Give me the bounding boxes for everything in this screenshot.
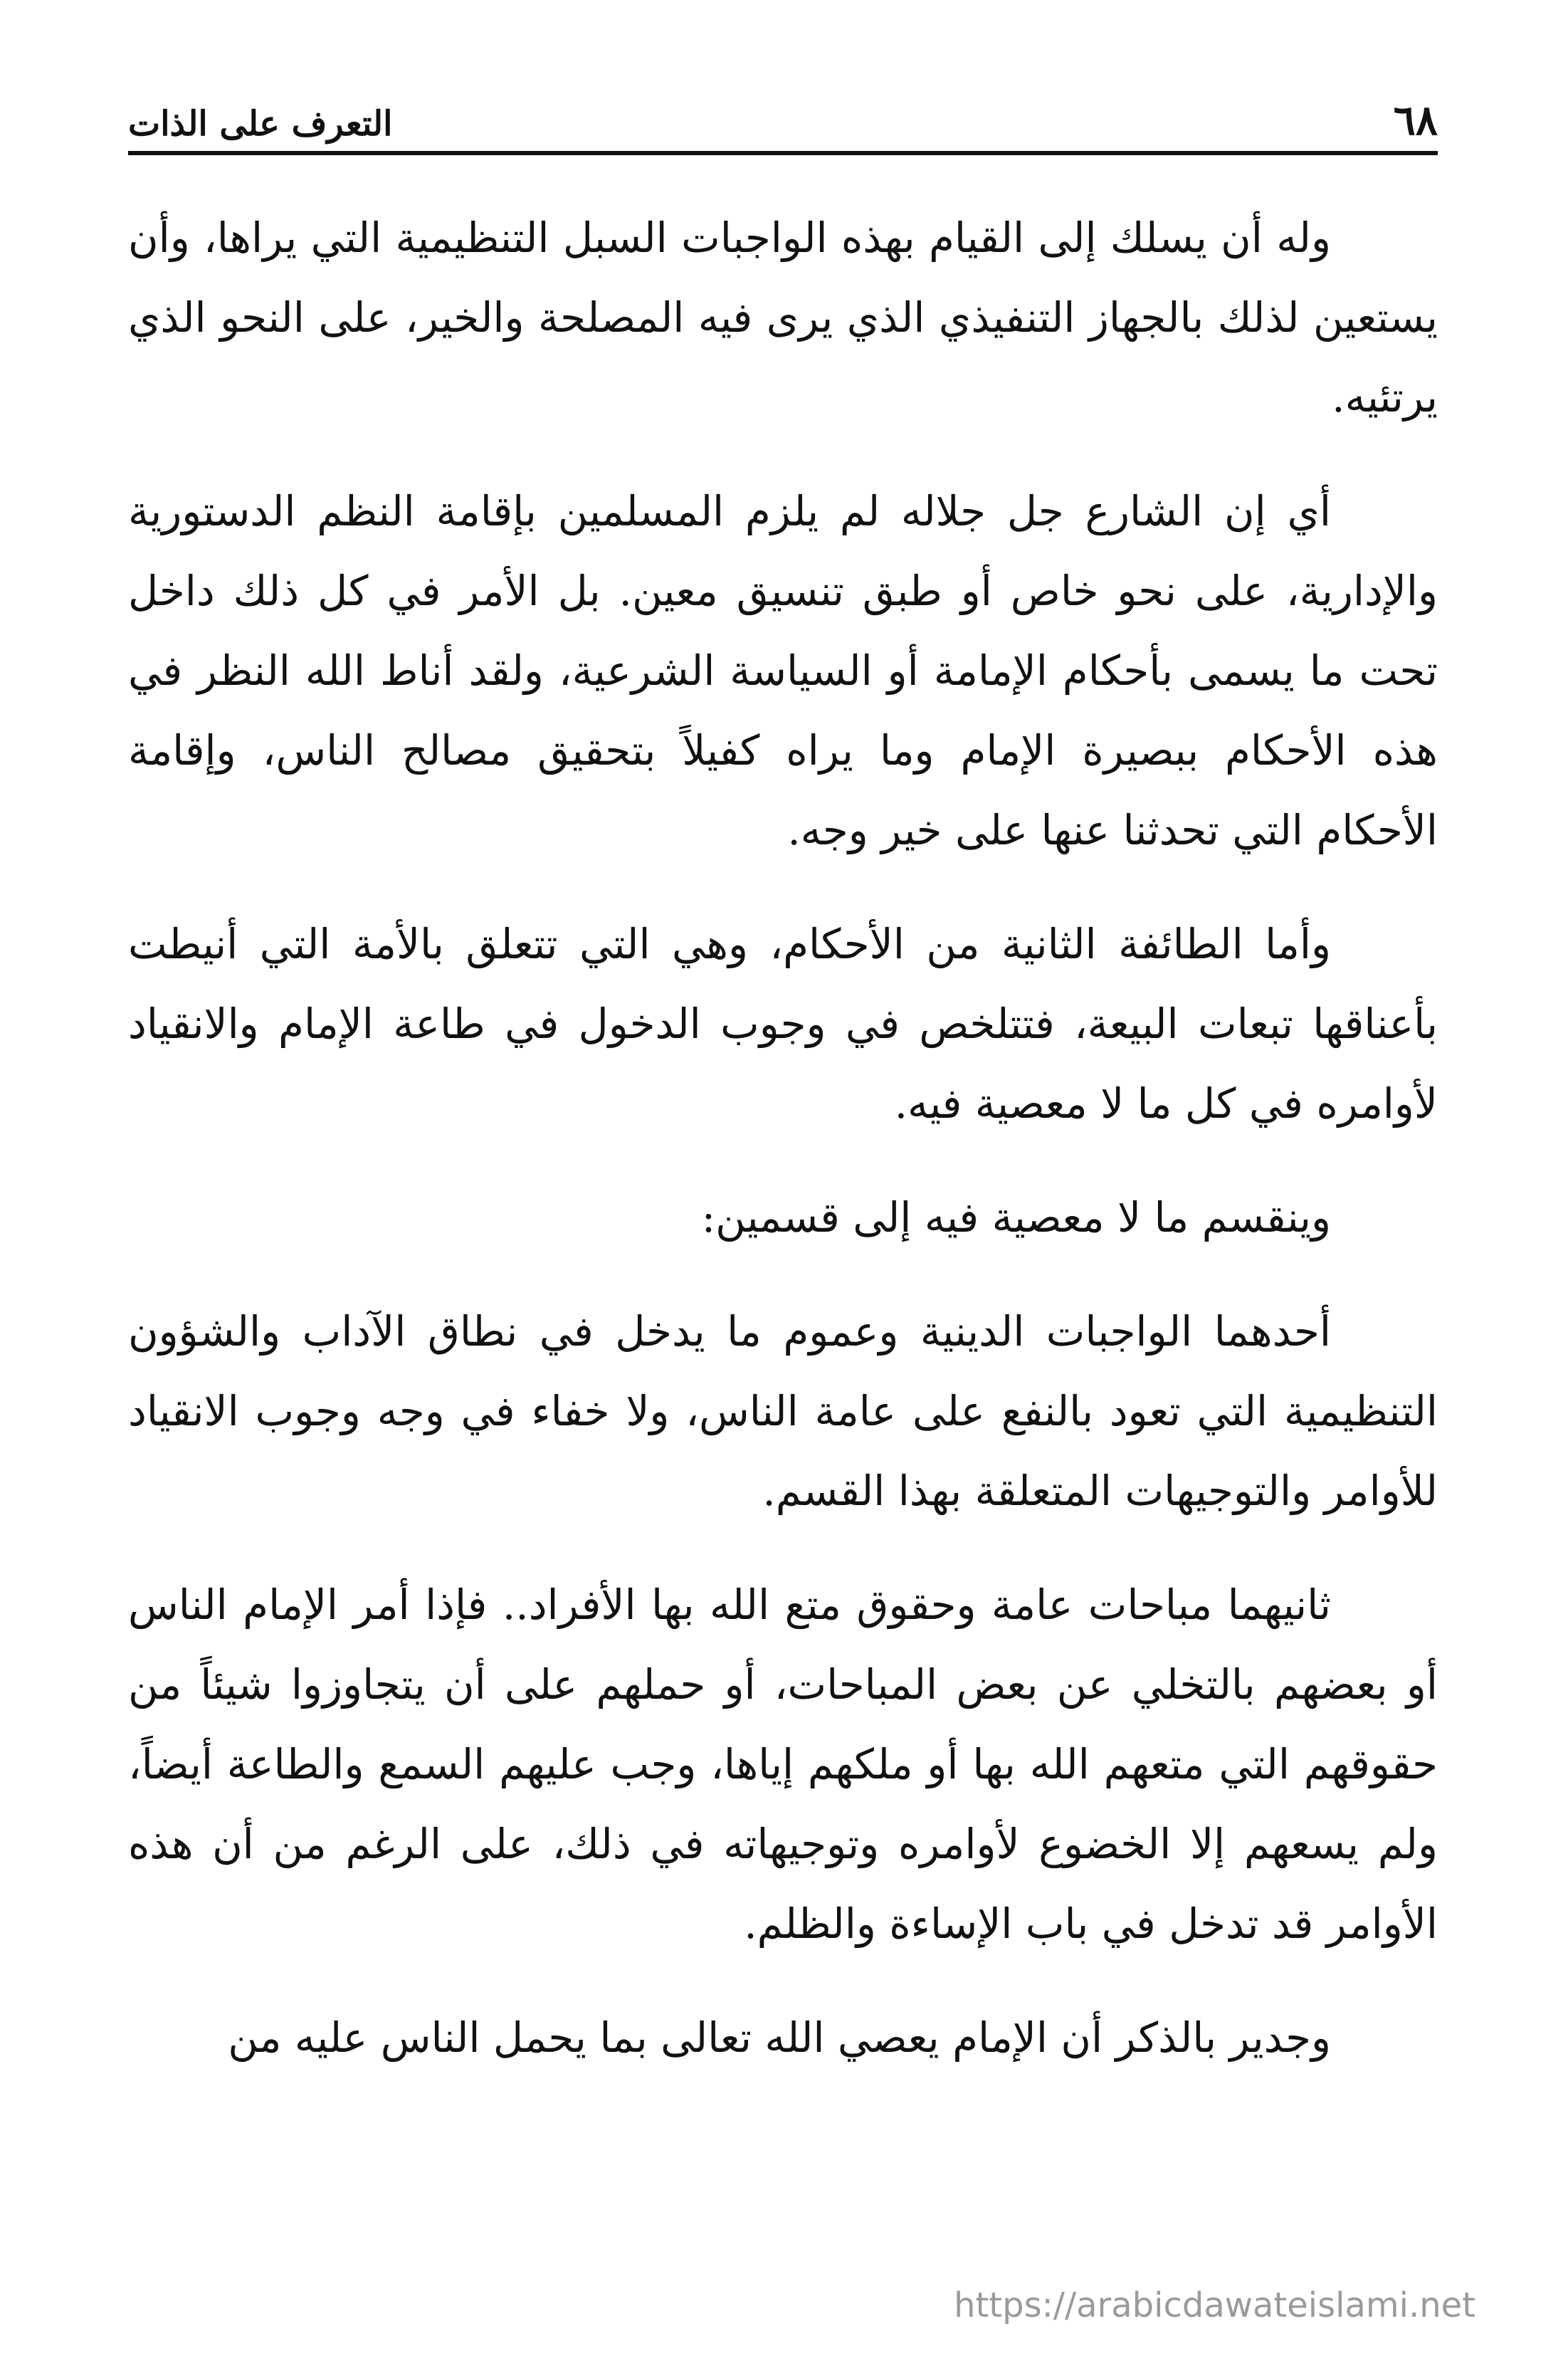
page-number: ٦٨	[1393, 96, 1438, 145]
page-header	[128, 84, 1438, 145]
page-body	[128, 198, 1438, 2078]
paragraph: وينقسم ما لا معصية فيه إلى قسمين:	[701, 1193, 1331, 1242]
paragraph: وأما الطائفة الثانية من الأحكام، وهي التي تتعلق بالأمة التي أنيطت بأعناقها تبعات البيعة، فتتلخص في وجوب الدخول في طاعة الإمام والانقياد لأوامره في كل ما لا معصية فيه.	[128, 920, 1438, 1128]
paragraph: وجدير بالذكر أن الإمام يعصي الله تعالى بما يحمل الناس عليه من	[228, 2013, 1331, 2062]
running-title: التعرف على الذات	[128, 104, 393, 144]
paragraph: وله أن يسلك إلى القيام بهذه الواجبات السبل التنظيمية التي يراها، وأن يستعين لذلك بالجهاز التنفيذي الذي يرى فيه المصلحة والخير، على النحو الذي يرتئيه.	[128, 214, 1438, 421]
paragraph: أحدهما الواجبات الدينية وعموم ما يدخل في نطاق الآداب والشؤون التنظيمية التي تعود بالنفع على عامة الناس، ولا خفاء في وجه وجوب الانقياد للأوامر والتوجيهات المتعلقة بهذا القسم.	[128, 1307, 1438, 1515]
watermark-url: https://arabicdawateislami.net	[954, 2285, 1475, 2325]
paragraph: أي إن الشارع جل جلاله لم يلزم المسلمين بإقامة النظم الدستورية والإدارية، على نحو خاص أو طبق تنسيق معين. بل الأمر في كل ذلك داخل تحت ما يسمى بأحكام الإمامة أو السياسة الشرعية، ولقد أناط الله النظر في هذه الأحكام ببصيرة الإمام وما يراه كفيلاً بتحقيق مصالح الناس، وإقامة الأحكام التي تحدثنا عنها على خير وجه.	[128, 487, 1438, 854]
paragraph: ثانيهما مباحات عامة وحقوق متع الله بها الأفراد.. فإذا أمر الإمام الناس أو بعضهم بالتخلي عن بعض المباحات، أو حملهم على أن يتجاوزوا شيئاً من حقوقهم التي متعهم الله بها أو ملكهم إياها، وجب عليهم السمع والطاعة أيضاً، ولم يسعهم إلا الخضوع لأوامره وتوجيهاته في ذلك، على الرغم من أن هذه الأوامر قد تدخل في باب الإساءة والظلم.	[128, 1581, 1438, 1948]
header-divider	[128, 151, 1438, 155]
